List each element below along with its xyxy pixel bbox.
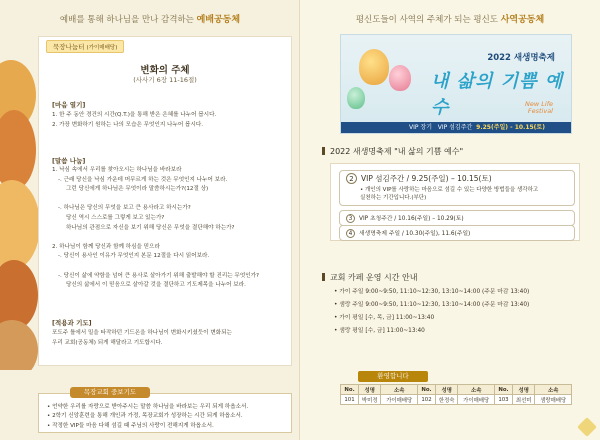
- schedule-note-line: • 개인의 VIP를 사랑하는 마음으로 섬길 수 있는 다양한 방법들을 생각하고: [360, 187, 539, 193]
- col-no: No.: [341, 385, 359, 395]
- schedule-number: 2: [346, 173, 357, 184]
- schedule-text: VIP 초청주간 / 10.16(주일) – 10.29(토): [359, 216, 464, 222]
- festival-heading: 2022 새생명축제 "내 삶의 기쁨 예수": [322, 146, 463, 157]
- tag-sub: (가이매배당): [86, 45, 118, 51]
- schedule-note: [346, 186, 568, 202]
- poster-main-title: 내 삶의 기쁨 예수: [431, 71, 564, 118]
- cell: 가이매배당: [381, 395, 418, 405]
- poster-bar: [341, 122, 571, 133]
- cafe-item: • 샘랑 평일 [수, 금] 11:00~13:40: [334, 328, 425, 334]
- prayer-box: [38, 393, 292, 433]
- body-line: 2. 하나님이 함께 당신과 함께 하심을 믿으라: [52, 243, 160, 250]
- section-heading-apply: [적용과 기도]: [52, 319, 92, 327]
- schedule-number: 3: [346, 214, 355, 223]
- left-banner-text: 예배를 통해 하나님을 만나 감격하는: [59, 15, 194, 25]
- body-line: 2. 가장 변화하기 원하는 나의 모습은 무엇인지 나누어 봅시다.: [52, 121, 204, 128]
- body-line: -. 근래 당신을 낙심 가운데 머무르게 하는 것은 무엇인지 나누어 보라.: [58, 176, 228, 183]
- col-group: 소속: [381, 385, 418, 395]
- schedule-item: [339, 225, 575, 241]
- poster-en-line: New Life: [525, 100, 553, 108]
- body-line: [52, 233, 284, 243]
- cafe-hours: [334, 286, 574, 338]
- body-line: 당신의 삶에서 이 믿음으로 살아갈 것을 결단하고 기도제목을 나누어 보라.: [66, 282, 246, 289]
- welcome-header-row: [341, 385, 572, 395]
- right-banner: [300, 12, 600, 25]
- schedule-item: [339, 170, 575, 206]
- prayer-item: • 2학기 신앙훈련을 통해 개인과 가정, 목장교회가 성장하는 시간 되게 하옵소서.: [47, 413, 243, 420]
- hot-air-balloon-icon: [389, 65, 411, 91]
- body-line: 우리 교회(공동체) 되게 해달라고 기도합시다.: [52, 339, 163, 346]
- cafe-item: • 가이 주일 9:00~9:50, 11:10~12:30, 13:10~14:00 (주문 마감 13:40): [334, 289, 530, 295]
- col-no: No.: [417, 385, 435, 395]
- body-line: -. 당신이 용사인 이유가 무엇인지 본문 12절을 다시 읽어보라.: [58, 253, 210, 260]
- cell: 샘랑매배당: [535, 395, 572, 405]
- left-banner-highlight: 예배공동체: [196, 15, 241, 25]
- body-line: -. 당신이 삶에 약함을 넘어 큰 용사로 살아가기 위해 출발해야 할 진리는 무엇인가?: [58, 272, 260, 279]
- cell: 최선미: [512, 395, 534, 405]
- col-name: 성명: [359, 385, 381, 395]
- col-group: 소속: [535, 385, 572, 395]
- schedule-text: VIP 섬김주간 / 9.25(주일) – 10.15(토): [361, 174, 492, 183]
- schedule-box: [330, 163, 580, 241]
- body-line: -. 하나님은 당신의 무엇을 보고 큰 용사라고 하시는가?: [58, 205, 191, 212]
- poster-en-line: Festival: [527, 107, 553, 115]
- right-page: [300, 0, 600, 440]
- body-line: 당신 역시 스스로를 그렇게 보고 있는가?: [66, 214, 165, 221]
- cafe-item: • 가이 평일 [수, 목, 금] 11:00~13:40: [334, 315, 435, 321]
- col-name: 성명: [512, 385, 534, 395]
- prayer-item: • 작정한 VIP들 마음 다해 섬길 때 주님의 사랑이 전해지게 하옵소서.: [47, 422, 214, 429]
- tag-label: 묵장나눔터: [53, 43, 85, 51]
- body-line: 1. 낙심 속에서 우리를 찾아오시는 하나님을 바라보라: [52, 167, 182, 173]
- poster-bar-vip: VIP 장기: [409, 124, 432, 131]
- body-line: 그런 당신에게 하나님은 무엇이라 말씀하시는가?(12절 상): [66, 186, 209, 193]
- body-line: [52, 262, 284, 272]
- right-banner-text: 평신도들이 사역의 주체가 되는 평신도: [355, 15, 498, 25]
- leaf-decoration-icon: [577, 417, 597, 437]
- hot-air-balloon-icon: [359, 49, 389, 85]
- schedule-number: 4: [346, 229, 355, 238]
- schedule-item: [339, 210, 575, 226]
- welcome-heading: 환영합니다: [358, 371, 428, 382]
- col-no: No.: [494, 385, 512, 395]
- col-group: 소속: [458, 385, 495, 395]
- cell: 가이매배당: [458, 395, 495, 405]
- body-line: [52, 195, 284, 205]
- cell: 박미정: [359, 395, 381, 405]
- body-line: 포도주 틀에서 밀을 타작하던 기드온을 하나님이 변화시키셨듯이 변화되는: [52, 330, 232, 336]
- section-body-apply: [52, 329, 284, 348]
- poster-bar-label: VIP 섬김주간: [437, 124, 473, 131]
- hot-air-balloon-icon: [347, 87, 365, 109]
- mokjang-tag: [46, 40, 124, 53]
- festival-poster: [340, 34, 572, 134]
- col-name: 성명: [435, 385, 457, 395]
- poster-bar-date: 9.25(주일) - 10.15(토): [476, 124, 545, 131]
- table-row: [341, 395, 572, 405]
- cafe-heading: 교회 카페 운영 시간 안내: [322, 272, 417, 283]
- cell: 102: [417, 395, 435, 405]
- poster-year-title: 2022 새생명축제: [487, 53, 555, 63]
- cell: 103: [494, 395, 512, 405]
- body-line: 하나님의 관점으로 자신을 보기 위해 당신은 무엇을 결단해야 하는가?: [66, 224, 235, 231]
- section-body-word: [52, 166, 284, 291]
- left-banner: [0, 12, 300, 25]
- prayer-item: • 언약한 우리를 자랑으로 받아주시는 말씀 하나님을 바라보는 우리 되게 하옵소서.: [47, 404, 249, 410]
- schedule-note-line: 실천하는 기간입니다.(부단): [360, 195, 427, 201]
- section-heading-word: [말씀 나눔]: [52, 157, 86, 165]
- cell: 한정숙: [435, 395, 457, 405]
- poster-english: [525, 101, 553, 115]
- section-heading-open: [마음 열기]: [52, 101, 86, 109]
- section-body-open: [52, 111, 284, 130]
- sermon-title: 변화의 주체: [140, 65, 190, 76]
- right-banner-highlight: 사역공동체: [500, 15, 545, 25]
- cell: 101: [341, 395, 359, 405]
- prayer-heading: 목장교회 중보기도: [70, 387, 150, 398]
- schedule-text: 새생명축제 주일 / 10.30(주일), 11.6(주일): [359, 231, 471, 237]
- welcome-table: [340, 384, 572, 405]
- sermon-reference: (사사기 6장 11-16절): [133, 76, 197, 84]
- cafe-item: • 샘랑 주일 9:00~9:50, 11:10~12:30, 13:10~14:00 (주문 마감 13:40): [334, 302, 530, 308]
- body-line: 1. 한 주 동안 경건의 시간(Q.T.)을 통해 받은 은혜를 나누어 봅시다.: [52, 112, 217, 118]
